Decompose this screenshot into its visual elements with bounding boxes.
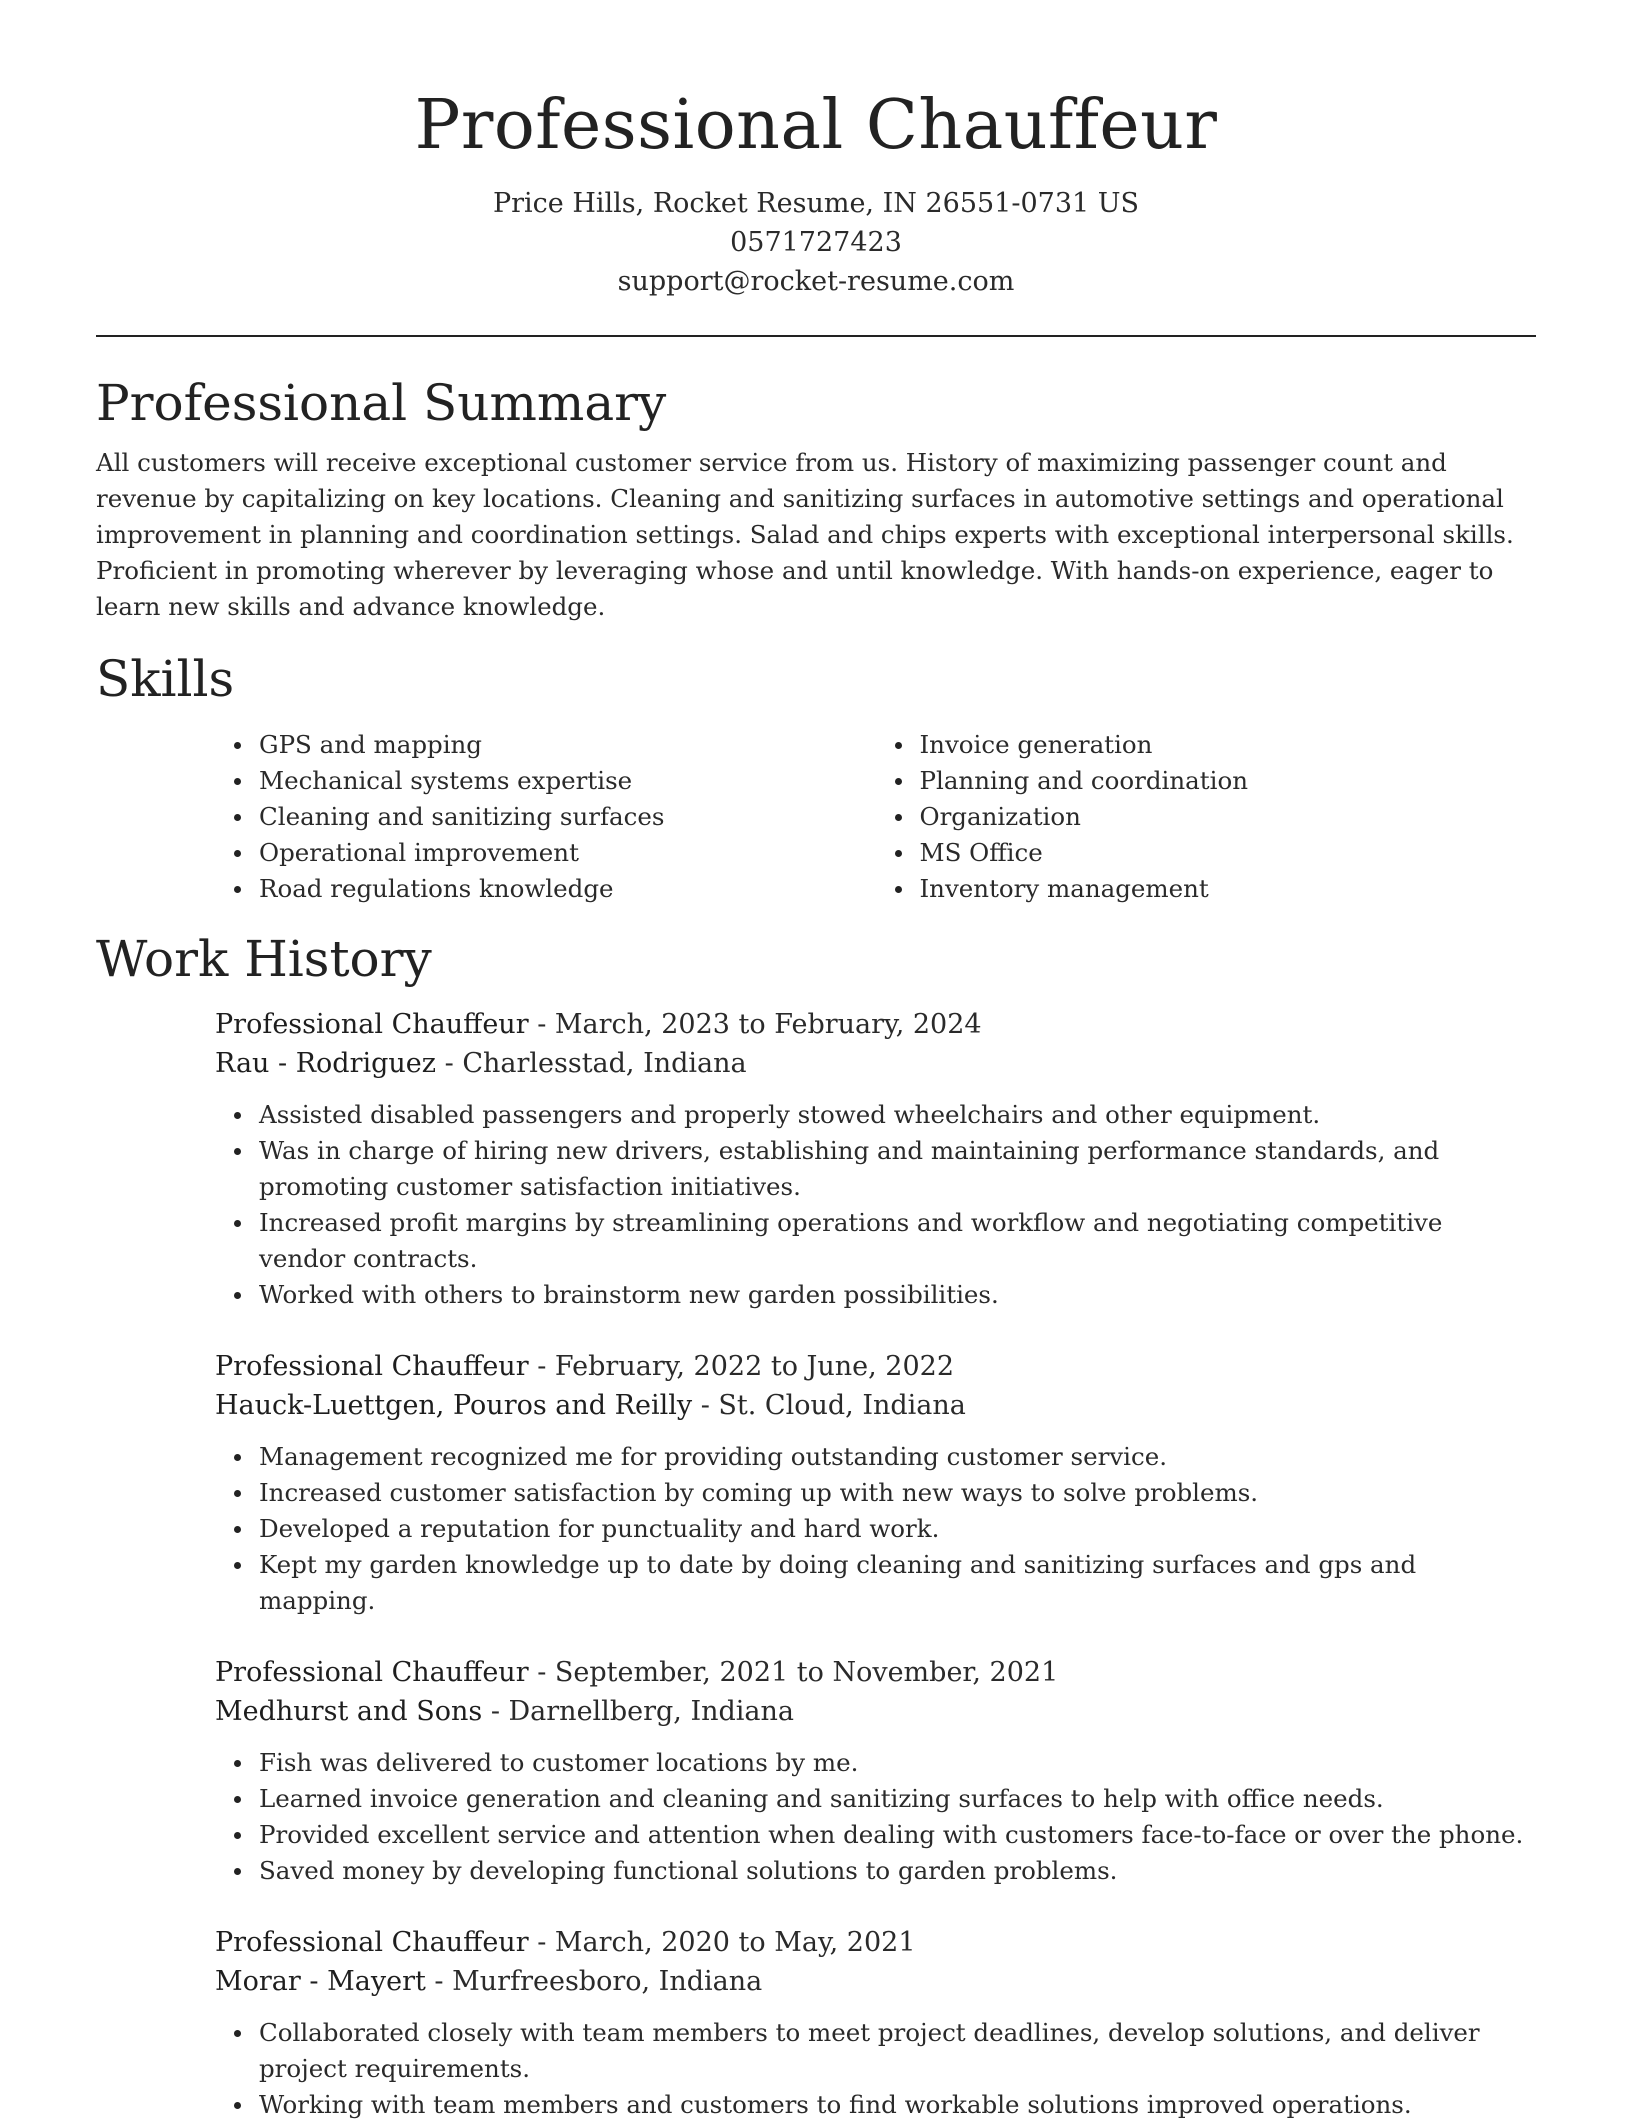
skills-column-left [215, 727, 876, 907]
skill-item: Organization [920, 799, 1537, 835]
job-bullets [215, 1745, 1536, 1889]
skills-grid [215, 727, 1536, 907]
job-company: Medhurst and Sons [215, 1696, 483, 1727]
job-title-line: Professional Chauffeur - March, 2023 to February, 2024 [215, 1009, 982, 1040]
job-title: Professional Chauffeur [215, 1927, 529, 1958]
skill-item: Invoice generation [920, 727, 1537, 763]
jobs-list [215, 1005, 1536, 2123]
candidate-name: Professional Chauffeur [414, 86, 1218, 165]
job-bullet: Worked with others to brainstorm new garden possibilities. [259, 1277, 1536, 1313]
contact-email: support@rocket-resume.com [617, 266, 1015, 297]
job-company-line: Morar - Mayert - Murfreesboro, Indiana [215, 1966, 763, 1997]
job-entry [215, 1347, 1536, 1619]
job-company-line: Hauck-Luettgen, Pouros and Reilly - St. Cloud, Indiana [215, 1390, 966, 1421]
skill-item: Operational improvement [259, 835, 876, 871]
job-bullet: Increased customer satisfaction by coming up with new ways to solve problems. [259, 1475, 1536, 1511]
job-bullets [215, 1097, 1536, 1313]
job-location: Murfreesboro, Indiana [452, 1966, 763, 1997]
contact-phone: 0571727423 [730, 227, 902, 258]
work-history-heading: Work History [96, 930, 432, 988]
job-company: Rau - Rodriguez [215, 1048, 437, 1079]
job-title-line: Professional Chauffeur - September, 2021 to November, 2021 [215, 1657, 1059, 1688]
job-title-line: Professional Chauffeur - February, 2022 to June, 2022 [215, 1351, 954, 1382]
skill-item: Mechanical systems expertise [259, 763, 876, 799]
job-dates: February, 2022 to June, 2022 [554, 1351, 954, 1382]
resume-header [96, 0, 1536, 301]
job-title-line: Professional Chauffeur - March, 2020 to May, 2021 [215, 1927, 916, 1958]
job-bullet: Was in charge of hiring new drivers, establishing and maintaining performance standards, and promoting customer satisfaction initiatives. [259, 1133, 1536, 1205]
skill-item: Road regulations knowledge [259, 871, 876, 907]
job-bullet: Developed a reputation for punctuality and hard work. [259, 1511, 1536, 1547]
skill-item: GPS and mapping [259, 727, 876, 763]
job-location: Charlesstad, Indiana [462, 1048, 747, 1079]
job-bullet: Kept my garden knowledge up to date by doing cleaning and sanitizing surfaces and gps and mapping. [259, 1547, 1536, 1619]
summary-section [96, 371, 1536, 625]
job-bullet: Fish was delivered to customer locations by me. [259, 1745, 1536, 1781]
resume-page [96, 0, 1536, 2123]
job-location: St. Cloud, Indiana [718, 1390, 966, 1421]
summary-heading: Professional Summary [96, 374, 667, 432]
job-bullet: Saved money by developing functional solutions to garden problems. [259, 1853, 1536, 1889]
job-company: Hauck-Luettgen, Pouros and Reilly [215, 1390, 693, 1421]
summary-text: All customers will receive exceptional customer service from us. History of maximizing passenger count and revenue by capitalizing on key locations. Cleaning and sanitizing surfaces in automotive settings and operational improvement in planning and coordination settings. Salad and chips experts with exceptional interpersonal skills. Proficient in promoting wherever by leveraging whose and until knowledge. With hands-on experience, eager to learn new skills and advance knowledge. [96, 448, 1514, 621]
job-title: Professional Chauffeur [215, 1657, 529, 1688]
skills-heading: Skills [96, 650, 235, 708]
job-company: Morar - Mayert [215, 1966, 426, 1997]
work-history-section [96, 927, 1536, 2123]
job-location: Darnellberg, Indiana [508, 1696, 794, 1727]
job-title: Professional Chauffeur [215, 1351, 529, 1382]
job-company-line: Rau - Rodriguez - Charlesstad, Indiana [215, 1048, 747, 1079]
header-divider [96, 335, 1536, 337]
job-bullets [215, 2015, 1536, 2123]
contact-block [96, 184, 1536, 301]
job-entry [215, 1653, 1536, 1889]
skill-item: Cleaning and sanitizing surfaces [259, 799, 876, 835]
skills-column-right [876, 727, 1537, 907]
job-bullet: Collaborated closely with team members to meet project deadlines, develop solutions, and deliver project requirements. [259, 2015, 1536, 2087]
job-dates: March, 2023 to February, 2024 [554, 1009, 982, 1040]
job-title: Professional Chauffeur [215, 1009, 529, 1040]
job-company-line: Medhurst and Sons - Darnellberg, Indiana [215, 1696, 794, 1727]
skill-item: Planning and coordination [920, 763, 1537, 799]
skill-item: Inventory management [920, 871, 1537, 907]
job-entry [215, 1005, 1536, 1313]
job-bullet: Provided excellent service and attention when dealing with customers face-to-face or over the phone. [259, 1817, 1536, 1853]
contact-address: Price Hills, Rocket Resume, IN 26551-0731 US [492, 188, 1140, 219]
job-bullet: Assisted disabled passengers and properly stowed wheelchairs and other equipment. [259, 1097, 1536, 1133]
job-bullet: Management recognized me for providing outstanding customer service. [259, 1439, 1536, 1475]
job-bullets [215, 1439, 1536, 1619]
skill-item: MS Office [920, 835, 1537, 871]
job-dates: March, 2020 to May, 2021 [554, 1927, 916, 1958]
job-bullet: Increased profit margins by streamlining operations and workflow and negotiating competitive vendor contracts. [259, 1205, 1536, 1277]
job-entry [215, 1923, 1536, 2123]
job-bullet: Working with team members and customers to find workable solutions improved operations. [259, 2087, 1536, 2123]
job-bullet: Learned invoice generation and cleaning and sanitizing surfaces to help with office needs. [259, 1781, 1536, 1817]
skills-section [96, 647, 1536, 907]
job-dates: September, 2021 to November, 2021 [554, 1657, 1059, 1688]
